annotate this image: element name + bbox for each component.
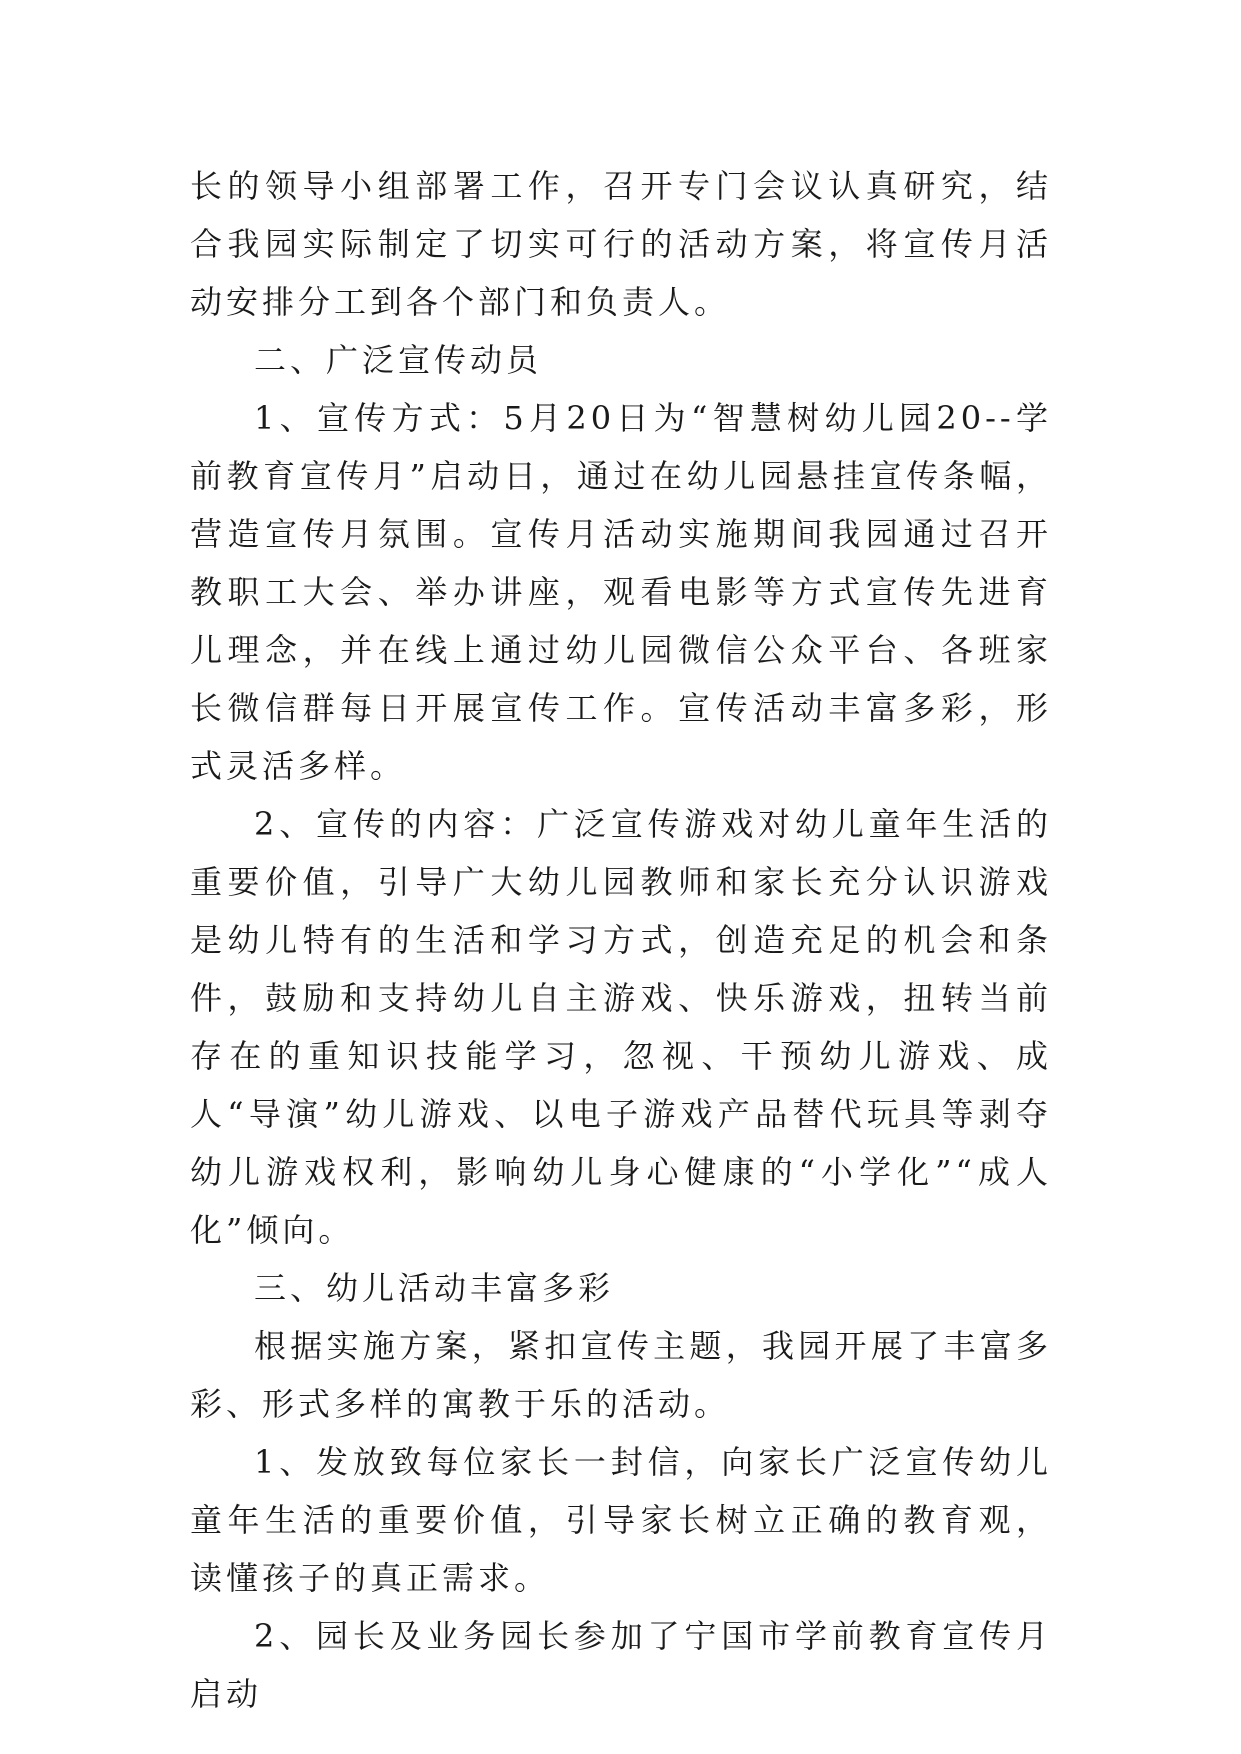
paragraph-director-event: 2、园长及业务园长参加了宁国市学前教育宣传月启动 [190, 1617, 1052, 1713]
paragraph-activities-intro: 根据实施方案，紧扣宣传主题，我园开展了丰富多彩、形式多样的寓教于乐的活动。 [190, 1327, 1052, 1423]
section-heading-3: 三、幼儿活动丰富多彩 [254, 1269, 615, 1307]
paragraph-publicity-method: 1、宣传方式：5月20日为“智慧树幼儿园20--学前教育宣传月”启动日，通过在幼儿园悬挂宣传条幅，营造宣传月氛围。宣传月活动实施期间我园通过召开教职工大会、举办讲座，观看电影等方式宣传先进育儿理念，并在线上通过幼儿园微信公众平台、各班家长微信群每日开展宣传工作。宣传活动丰富多彩，形式灵活多样。 [190, 399, 1052, 785]
paragraph-publicity-content: 2、宣传的内容：广泛宣传游戏对幼儿童年生活的重要价值，引导广大幼儿园教师和家长充分认识游戏是幼儿特有的生活和学习方式，创造充足的机会和条件，鼓励和支持幼儿自主游戏、快乐游戏，扭转当前存在的重知识技能学习，忽视、干预幼儿游戏、成人“导演”幼儿游戏、以电子游戏产品替代玩具等剥夺幼儿游戏权利，影响幼儿身心健康的“小学化”“成人化”倾向。 [190, 805, 1052, 1249]
paragraph-continuation: 长的领导小组部署工作，召开专门会议认真研究，结合我园实际制定了切实可行的活动方案，将宣传月活动安排分工到各个部门和负责人。 [190, 167, 1052, 321]
document-body [190, 157, 1052, 1723]
paragraph-parent-letter: 1、发放致每位家长一封信，向家长广泛宣传幼儿童年生活的重要价值，引导家长树立正确的教育观，读懂孩子的真正需求。 [190, 1443, 1052, 1597]
section-heading-2: 二、广泛宣传动员 [254, 341, 543, 379]
